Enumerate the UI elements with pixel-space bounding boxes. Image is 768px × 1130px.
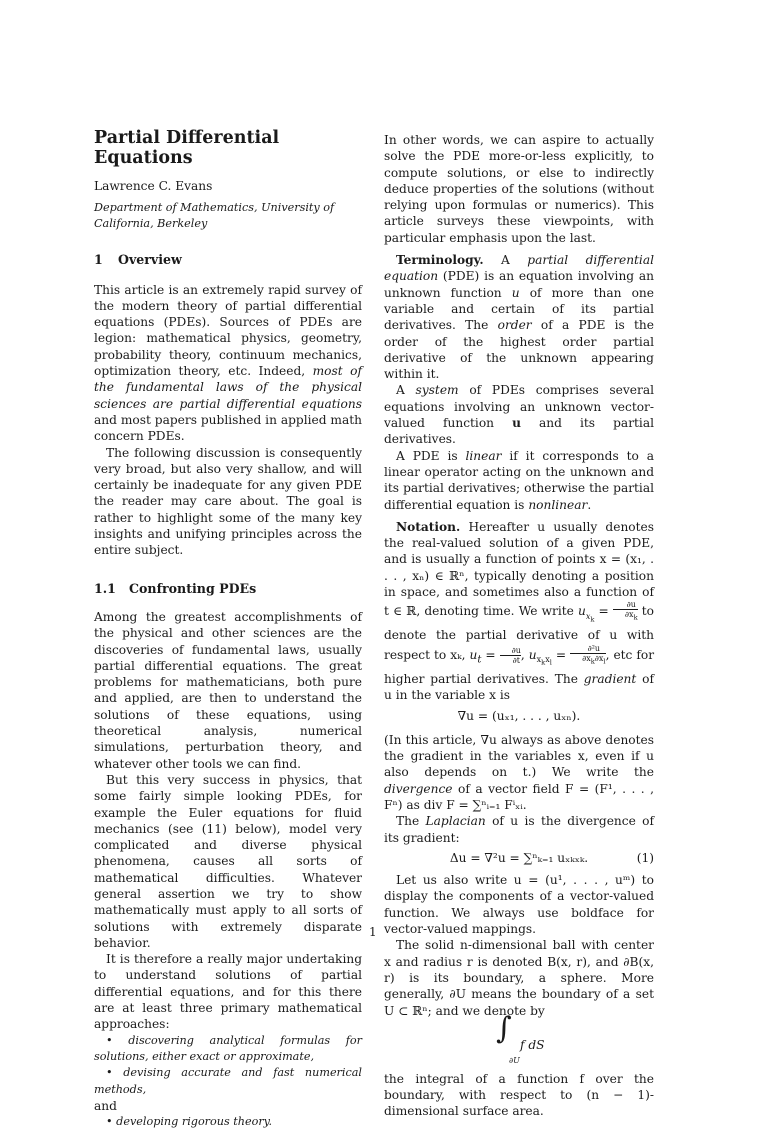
gradient-formula: ∇u = (uₓ₁, . . . , uₓₙ). [457,709,581,724]
right-column [384,132,654,1120]
bullet-item: • developing rigorous theory. [106,1115,273,1129]
partial-fraction: $\frac{\partial u}{\partial x_k}$ [613,600,638,623]
subsection-heading-confronting: 1.1 Confronting PDEs [94,580,257,596]
paper-title: Partial Differential Equations [94,128,280,168]
overview-paragraph-1: This article is an extremely rapid survey of the modern theory of partial differential equations (PDEs). Sources of PDEs are legion: mathematical physics, geometry, probability theory, continuum mechanics, optimization theory, etc. Indeed, most of the fundamental laws of the physical sciences are partial differential equations and most papers published in applied math concern PDEs. [94,282,362,444]
gradient-paragraph: (In this article, ∇u always as above denotes the gradient in the variables x, even if u also depends on t.) We write the divergence of a vector field F = (F¹, . . . , Fⁿ) as div F = ∑ⁿᵢ₌₁ Fⁱₓᵢ. [384,732,655,812]
system-paragraph: A system of PDEs comprises several equations involving an unknown vector-valued function u and its partial derivatives. [384,383,654,447]
vector-paragraph: Let us also write u = (u¹, . . . , uᵐ) to display the components of a vector-valued function. We always use boldface for vector-valued mappings. [384,873,654,937]
author-affiliation: Department of Mathematics, University of California, Berkeley [94,201,335,231]
ball-paragraph: The solid n-dimensional ball with center x and radius r is denoted B(x, r), and ∂B(x, r) is its boundary, a sphere. More generally, ∂U means the boundary of a set U ⊂ ℝⁿ; and we denote by [384,938,654,1018]
bullet-connector: and [94,1098,117,1113]
terminology-paragraph: Terminology. A partial differential equation (PDE) is an equation involving an unknown function u of more than one variable and certain of its partial derivatives. The order of a PDE is the order of the highest order partial derivative of the unknown appearing within it. [384,253,654,382]
linear-paragraph: A PDE is linear if it corresponds to a linear operator acting on the unknown and its partial derivatives; otherwise the partial differential equation is nonlinear. [384,448,654,512]
equation-1: Δu = ∇²u = ∑ⁿₖ₌₁ uₓₖₓₖ. (1) [449,850,654,865]
integral-paragraph: the integral of a function f over the boundary, with respect to (n − 1)-dimensional surface area. [384,1071,654,1119]
page-number: 1 [369,925,377,939]
boundary-integral: ∫ ∂U f dS [496,1010,545,1065]
section-heading-overview: 1 Overview [94,252,182,268]
overview-paragraph-2: The following discussion is consequently very broad, but also very shallow, and will certainly be inadequate for any given PDE the reader may care about. The goal is rather to highlight some of the many key insights and unifying principles across the entire subject. [94,445,362,558]
integral-sign: ∫ [496,1010,512,1046]
confronting-paragraph-1: Among the greatest accomplishments of the physical and other sciences are the discoveries of fundamental laws, usually partial differential equations. The great problems for mathematicians, both pure and applied, are then to understand the solutions of these equations, using theoretical analysis, numerical simulations, perturbation theory, and whatever other tools we can find. [94,609,362,771]
left-column [94,128,362,1130]
bullet-item: • devising accurate and fast numerical methods, [94,1066,362,1096]
laplacian-paragraph: The Laplacian of u is the divergence of its gradient: [384,814,654,845]
confronting-paragraph-2: But this very success in physics, that some fairly simple looking PDEs, for example the Euler equations for fluid mechanics (see (11) below), model very complicated and diverse physical phenomena, causes all sorts of mathematical difficulties. Whatever general assertion we try to show mathematically must apply to all sorts of solutions with extremely disparate behavior. [94,772,362,950]
author-name: Lawrence C. Evans [94,179,213,193]
confronting-paragraph-3: It is therefore a really major undertaking to understand solutions of partial differential equations, and for this there are at least three primary mathematical approaches: [94,952,362,1032]
intro-paragraph: In other words, we can aspire to actually solve the PDE more-or-less explicitly, to compute solutions, or else to indirectly deduce properties of the solutions (without relying upon formulas or numerics). This article surveys these viewpoints, with particular emphasis upon the last. [384,133,654,245]
notation-paragraph: Notation. Hereafter u usually denotes the real-valued solution of a given PDE, and is usually a function of points x = (x₁, . . . , xₙ) ∈ ℝⁿ, typically denoting a position in space, and sometimes also a function of t ∈ ℝ, denoting time. We write $u_{x_k}$ = $\frac{\partial u}{\partial x_k}$ to denote the partial derivative of u with respect to xₖ, $u_t$ = $\frac{\partial u}{\partial t}$ , $u_{x_kx_l}$ = $\frac{\text{∂²u}}{\partial x_k\partial x_l}$ , etc for higher partial derivatives. The gradient of u in the variable x is [384,519,655,703]
equation-tag: (1) [636,850,654,865]
bullet-item: • discovering analytical formulas for solutions, either exact or approximate, [94,1033,362,1063]
